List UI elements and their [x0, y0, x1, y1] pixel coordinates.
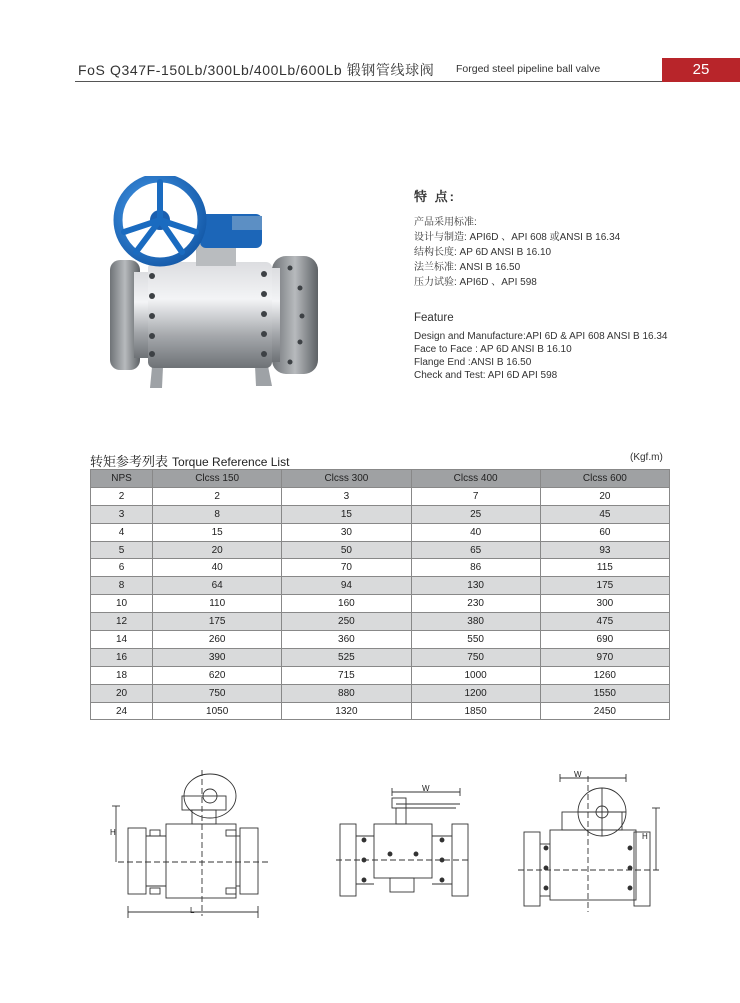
- table-cell: 130: [411, 577, 540, 595]
- column-header: Clcss 300: [282, 470, 411, 488]
- side-view-lines: [330, 784, 472, 914]
- table-cell: 24: [91, 702, 153, 720]
- table-cell: 230: [411, 595, 540, 613]
- table-cell: 360: [282, 631, 411, 649]
- table-cell: 970: [540, 648, 669, 666]
- table-row: [91, 577, 670, 595]
- drawing-side-view: [330, 784, 472, 914]
- table-cell: 20: [540, 487, 669, 505]
- table-cell: 690: [540, 631, 669, 649]
- feature-cn-line: 压力试验: API6D 、API 598: [414, 277, 537, 288]
- feature-cn-line: 法兰标准: ANSI B 16.50: [414, 262, 521, 273]
- table-row: [91, 541, 670, 559]
- page-subtitle: Forged steel pipeline ball valve: [456, 63, 601, 75]
- table-cell: 160: [282, 595, 411, 613]
- feature-en-line: Design and Manufacture:API 6D & API 608 ANSI B 16.34: [414, 331, 668, 342]
- table-cell: 10: [91, 595, 153, 613]
- table-row: [91, 613, 670, 631]
- column-header: NPS: [91, 470, 153, 488]
- table-cell: 20: [91, 684, 153, 702]
- features-heading-en: Feature: [414, 312, 454, 324]
- dimension-label-h-gear: H: [642, 832, 648, 841]
- table-cell: 16: [91, 648, 153, 666]
- features-heading-cn: 特 点:: [414, 189, 456, 204]
- torque-title-cn: 转矩参考列表: [90, 454, 169, 469]
- dimension-label-w: W: [422, 784, 430, 793]
- table-cell: 1000: [411, 666, 540, 684]
- front-view-lines: [110, 766, 280, 922]
- table-cell: 260: [153, 631, 282, 649]
- feature-cn-line: 结构长度: AP 6D ANSI B 16.10: [414, 247, 552, 258]
- table-cell: 2: [153, 487, 282, 505]
- table-cell: 20: [153, 541, 282, 559]
- table-cell: 6: [91, 559, 153, 577]
- header-divider: [75, 81, 665, 82]
- table-cell: 3: [91, 505, 153, 523]
- table-cell: 70: [282, 559, 411, 577]
- table-cell: 1850: [411, 702, 540, 720]
- table-cell: 45: [540, 505, 669, 523]
- table-cell: 64: [153, 577, 282, 595]
- table-cell: 14: [91, 631, 153, 649]
- dimension-label-h: H: [110, 828, 116, 837]
- table-cell: 110: [153, 595, 282, 613]
- table-cell: 40: [411, 523, 540, 541]
- table-cell: 2450: [540, 702, 669, 720]
- feature-en-line: Check and Test: API 6D API 598: [414, 370, 558, 381]
- table-cell: 880: [282, 684, 411, 702]
- table-row: [91, 702, 670, 720]
- table-cell: 65: [411, 541, 540, 559]
- table-cell: 620: [153, 666, 282, 684]
- column-header: Clcss 600: [540, 470, 669, 488]
- table-cell: 40: [153, 559, 282, 577]
- table-cell: 60: [540, 523, 669, 541]
- feature-en-line: Flange End :ANSI B 16.50: [414, 357, 532, 368]
- column-header: Clcss 400: [411, 470, 540, 488]
- table-cell: 115: [540, 559, 669, 577]
- table-cell: 250: [282, 613, 411, 631]
- table-row: [91, 684, 670, 702]
- torque-table-title: [90, 451, 289, 470]
- feature-en-line: Face to Face : AP 6D ANSI B 16.10: [414, 344, 572, 355]
- torque-unit: (Kgf.m): [630, 452, 663, 463]
- table-cell: 475: [540, 613, 669, 631]
- table-row: [91, 631, 670, 649]
- table-cell: 8: [153, 505, 282, 523]
- table-cell: 50: [282, 541, 411, 559]
- table-cell: 18: [91, 666, 153, 684]
- drawing-front-view: [110, 766, 280, 922]
- table-cell: 175: [153, 613, 282, 631]
- torque-title-en: Torque Reference List: [172, 455, 290, 469]
- table-cell: 380: [411, 613, 540, 631]
- table-cell: 1260: [540, 666, 669, 684]
- feature-cn-line: 设计与制造: API6D 、API 608 或ANSI B 16.34: [414, 232, 621, 243]
- feature-cn-line: 产品采用标准:: [414, 217, 477, 228]
- table-cell: 750: [153, 684, 282, 702]
- table-cell: 15: [153, 523, 282, 541]
- page-header: [0, 0, 740, 82]
- table-row: [91, 666, 670, 684]
- table-cell: 390: [153, 648, 282, 666]
- table-cell: 1050: [153, 702, 282, 720]
- drawing-gear-view: [516, 768, 662, 916]
- page-number: 25: [662, 58, 740, 82]
- table-cell: 5: [91, 541, 153, 559]
- table-cell: 8: [91, 577, 153, 595]
- table-cell: 1550: [540, 684, 669, 702]
- table-body: [91, 487, 670, 720]
- dimension-label-w-gear: W: [574, 770, 582, 779]
- dimension-label-l: L: [190, 906, 195, 915]
- column-header: Clcss 150: [153, 470, 282, 488]
- page-title: FoS Q347F-150Lb/300Lb/400Lb/600Lb 锻钢管线球阀: [78, 62, 435, 78]
- table-cell: 25: [411, 505, 540, 523]
- table-header-row: [91, 470, 670, 488]
- table-cell: 86: [411, 559, 540, 577]
- table-cell: 2: [91, 487, 153, 505]
- table-cell: 94: [282, 577, 411, 595]
- table-cell: 15: [282, 505, 411, 523]
- gear-view-lines: [516, 768, 662, 916]
- table-row: [91, 559, 670, 577]
- table-cell: 715: [282, 666, 411, 684]
- table-cell: 4: [91, 523, 153, 541]
- table-cell: 750: [411, 648, 540, 666]
- table-cell: 175: [540, 577, 669, 595]
- table-cell: 30: [282, 523, 411, 541]
- table-row: [91, 595, 670, 613]
- table-cell: 12: [91, 613, 153, 631]
- table-row: [91, 523, 670, 541]
- table-cell: 7: [411, 487, 540, 505]
- table-cell: 1200: [411, 684, 540, 702]
- table-cell: 93: [540, 541, 669, 559]
- valve-illustration: [104, 176, 328, 398]
- table-cell: 3: [282, 487, 411, 505]
- table-cell: 1320: [282, 702, 411, 720]
- valve-photo: [104, 176, 328, 398]
- table-row: [91, 505, 670, 523]
- table-cell: 550: [411, 631, 540, 649]
- table-row: [91, 648, 670, 666]
- table-cell: 300: [540, 595, 669, 613]
- table-cell: 525: [282, 648, 411, 666]
- features-block: [414, 186, 714, 382]
- torque-table: [90, 469, 670, 720]
- table-row: [91, 487, 670, 505]
